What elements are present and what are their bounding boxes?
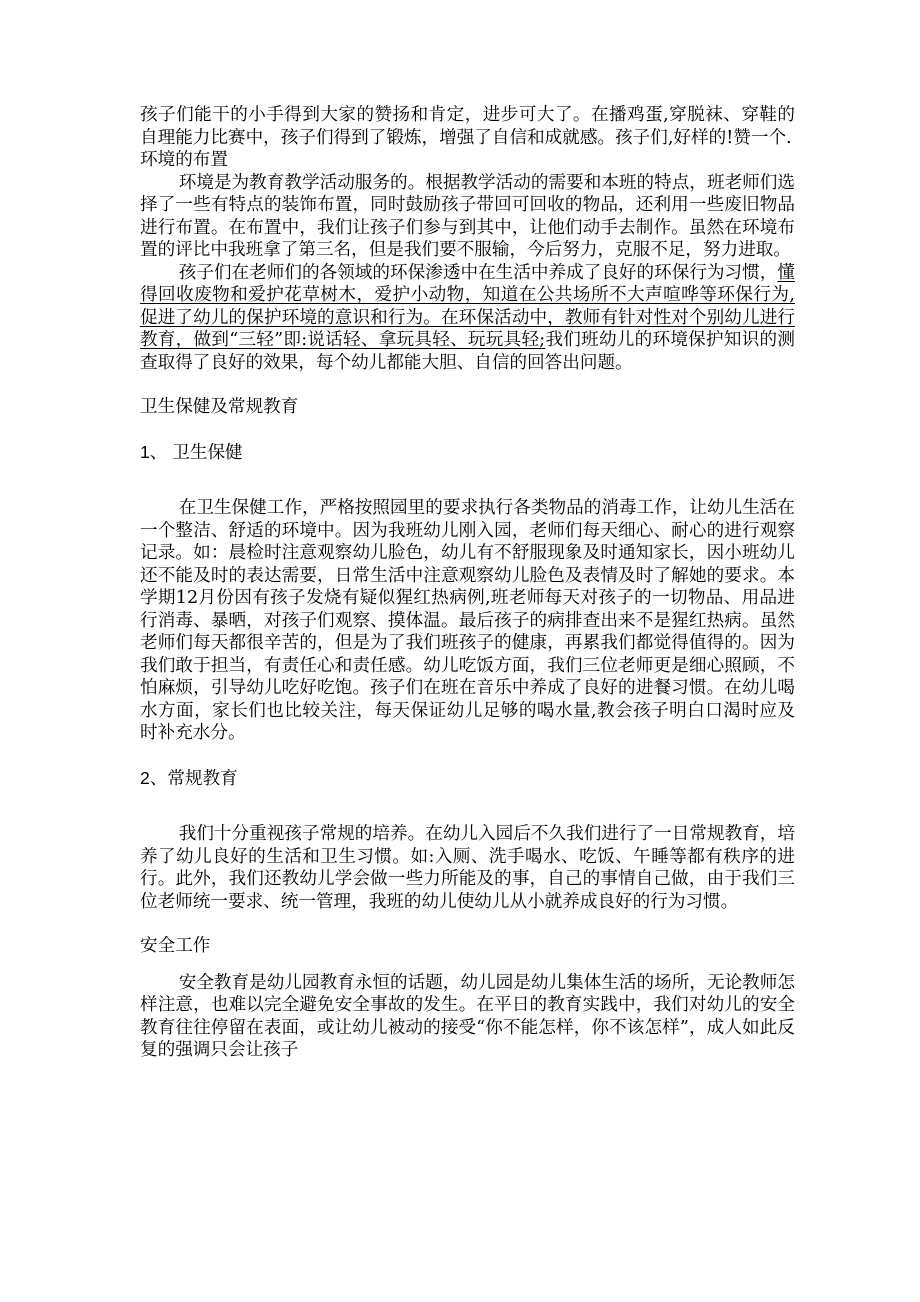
eco-habits-underlined: 懂得回收废物和爱护花草树木，爱护小动物，知道在公共场所不大声喧哗等环保行为,促进了幼儿的保护环境的意识和行为。在环保活动中，教师有针对性对个别幼儿进行教育，做到“三轻”即:说话轻、拿玩具轻、玩玩具轻; <box>140 262 795 350</box>
paragraph-eco-habits <box>140 262 795 375</box>
paragraph-hygiene: 在卫生保健工作，严格按照园里的要求执行各类物品的消毒工作，让幼儿生活在一个整洁、舒适的环境中。因为我班幼儿刚入园，老师们每天细心、耐心的进行观察记录。如：晨检时注意观察幼儿脸色，幼儿有不舒服现象及时通知家长，因小班幼儿还不能及时的表达需要，日常生活中注意观察幼儿脸色及表情及时了解她的要求。本学期12月份因有孩子发烧有疑似猩红热病例,班老师每天对孩子的一切物品、用品进行消毒、暴晒，对孩子们观察、摸体温。最后孩子的病排查出来不是猩红热病。虽然老师们每天都很辛苦的，但是为了我们班孩子的健康，再累我们都觉得值得的。因为我们敢于担当，有责任心和责任感。幼儿吃饭方面，我们三位老师更是细心照顾，不怕麻烦，引导幼儿吃好吃饱。孩子们在班在音乐中养成了良好的进餐习惯。在幼儿喝水方面，家长们也比较关注，每天保证幼儿足够的喝水量,教会孩子明白口渴时应及时补充水分。 <box>140 498 795 743</box>
paragraph-environment: 环境是为教育教学活动服务的。根据教学活动的需要和本班的特点，班老师们选择了一些有特点的装饰布置，同时鼓励孩子带回可回收的物品，还利用一些废旧物品进行布置。在布置中，我们让孩子们参与到其中，让他们动手去制作。虽然在环境布置的评比中我班拿了第三名，但是我们要不服输，今后努力，克服不足，努力进取。 <box>140 172 795 260</box>
heading-hygiene: 1、 卫生保健 <box>140 441 243 462</box>
heading-safety: 安全工作 <box>140 936 211 956</box>
heading-environment: 环境的布置 <box>140 150 228 170</box>
eco-habits-intro: 孩子们在老师们的各领域的环保渗透中在生活中养成了良好的环保行为习惯， <box>178 262 778 283</box>
heading-routine-education: 2、常规教育 <box>140 767 238 788</box>
eco-habits-result: 我们班幼儿的环境保护知识的测查取得了良好的效果，每个幼儿都能大胆、自信的回答出问题。 <box>140 330 795 373</box>
document-page <box>140 104 795 1062</box>
paragraph-self-care: 孩子们能干的小手得到大家的赞扬和肯定，进步可大了。在播鸡蛋,穿脱袜、穿鞋的自理能力比赛中，孩子们得到了锻炼，增强了自信和成就感。孩子们,好样的!赞一个. <box>140 105 795 148</box>
paragraph-safety: 安全教育是幼儿园教育永恒的话题，幼儿园是幼儿集体生活的场所，无论教师怎样注意，也难以完全避免安全事故的发生。在平日的教育实践中，我们对幼儿的安全教育往往停留在表面，或让幼儿被动的接受“你不能怎样，你不该怎样”，成人如此反复的强调只会让孩子 <box>140 972 795 1060</box>
paragraph-routine-education: 我们十分重视孩子常规的培养。在幼儿入园后不久我们进行了一日常规教育，培养了幼儿良好的生活和卫生习惯。如:入厕、洗手喝水、吃饭、午睡等都有秩序的进行。此外，我们还教幼儿学会做一些力所能及的事，自己的事情自己做，由于我们三位老师统一要求、统一管理，我班的幼儿使幼儿从小就养成良好的行为习惯。 <box>140 824 795 912</box>
heading-health-routine: 卫生保健及常规教育 <box>140 397 299 417</box>
